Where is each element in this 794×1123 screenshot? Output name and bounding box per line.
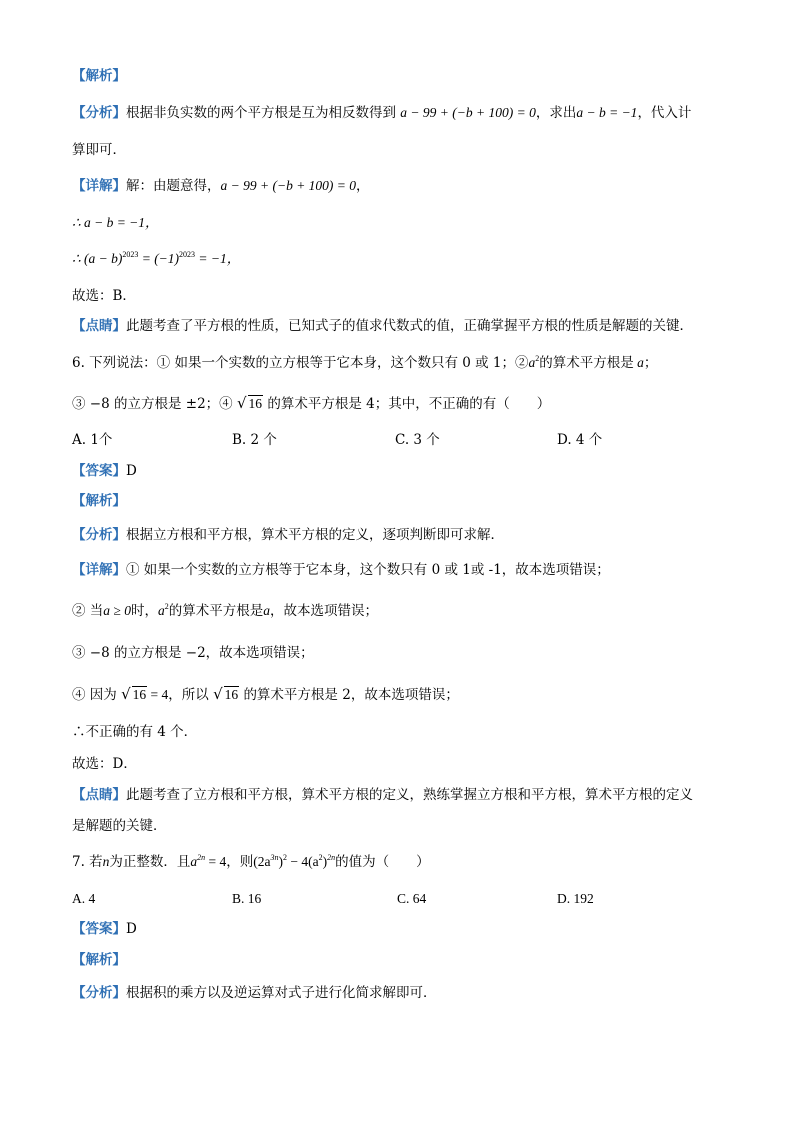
xiangjie-line-1	[72, 176, 370, 196]
radicand: 16	[248, 396, 263, 411]
exponent: 3n	[270, 853, 279, 862]
dianjing-text: 此题考查了平方根的性质，已知式子的值求代数式的值，正确掌握平方根的性质是解题的关键．	[126, 318, 693, 334]
q7-answer	[72, 919, 137, 939]
option-a: A. 1个	[72, 432, 113, 448]
tag-daan: 【答案】	[72, 921, 126, 937]
q6-text: 的算术平方根是 4；其中，不正确的有（ ）	[267, 396, 551, 412]
option-c: C. 64	[397, 891, 427, 906]
q6-answer	[72, 461, 137, 481]
answer-value: D	[126, 463, 137, 479]
detail-text: = 4，所以	[147, 687, 209, 702]
fenxi-text: 算即可．	[72, 142, 126, 158]
expression: )	[322, 854, 328, 869]
exponent: 2	[318, 853, 323, 862]
equation: a − b = −1	[576, 105, 638, 120]
expression: )	[278, 854, 284, 869]
q6-text: ③ −8 的立方根是 ±2；④	[72, 396, 233, 412]
q6-dianjing-1	[72, 785, 693, 805]
exponent: 2n	[197, 853, 206, 862]
q6-text: 6. 下列说法：① 如果一个实数的立方根等于它本身，这个数只有 0 或 1；②	[72, 355, 529, 371]
q6-fenxi	[72, 525, 504, 545]
tag-jiexi: 【解析】	[72, 493, 126, 509]
sqrt-symbol: √	[121, 685, 131, 703]
expression: − 4(a	[287, 854, 319, 869]
option-b: B. 2 个	[232, 432, 277, 448]
fenxi-line-2	[72, 140, 126, 160]
dianjing-text: 此题考查了立方根和平方根，算术平方根的定义，熟练掌握立方根和平方根，算术平方根的定义	[126, 787, 693, 803]
exponent: 2n	[327, 853, 336, 862]
dianjing-line	[72, 316, 693, 336]
detail-text: ① 如果一个实数的立方根等于它本身，这个数只有 0 或 1或 -1，故本选项错误；	[126, 562, 610, 578]
sqrt-symbol: √	[213, 685, 223, 703]
detail-text: 时，	[130, 603, 158, 619]
radicand: 16	[132, 687, 147, 702]
equation: = (−1)	[138, 251, 180, 266]
equation: = −1，	[195, 251, 241, 266]
q6-detail-2: ② 当a ≥ 0时，$a^2$的算术平方根是a，故本选项错误；	[72, 602, 378, 619]
tag-fenxi: 【分析】	[72, 985, 126, 1001]
exponent: 2	[283, 853, 288, 862]
detail-text: ④ 因为	[72, 687, 117, 703]
option-c: C. 3 个	[395, 432, 440, 448]
tag-daan: 【答案】	[72, 463, 126, 479]
tag-jiexi: 【解析】	[72, 952, 126, 968]
sqrt-symbol: √	[236, 394, 247, 412]
q7-jiexi	[72, 950, 126, 970]
tag-jiexi: 【解析】	[72, 68, 126, 84]
q6-stem-line-2	[72, 393, 550, 414]
fenxi-text: ，求出	[535, 105, 577, 121]
q7-stem: 7. 若n为正整数．且$a^{2n} = 4$，则$(2a^{3n})^2 - 4(a^2)^{2n}$的值为（ ）	[72, 853, 430, 870]
q6-detail-1	[72, 560, 610, 580]
q6-jiexi	[72, 491, 126, 511]
xiangjie-text: 解：由题意得，	[126, 178, 221, 194]
fenxi-line-1	[72, 103, 691, 123]
detail-text: ，故本选项错误；	[269, 603, 378, 619]
q6-choice: 故选：D．	[72, 756, 137, 772]
tag-fenxi: 【分析】	[72, 527, 126, 543]
detail-text: 的算术平方根是 2，故本选项错误；	[243, 687, 459, 703]
q6-text: 的算术平方根是	[539, 355, 634, 371]
q6-detail-4	[72, 684, 459, 705]
q7-text: 7. 若	[72, 854, 103, 870]
detail-text: ② 当	[72, 603, 104, 619]
section-jiexi-1	[72, 66, 126, 86]
fenxi-text: ，代入计	[637, 105, 692, 121]
exponent: 2023	[122, 250, 139, 259]
step-1: ∴ a − b = −1，	[72, 215, 159, 230]
fenxi-text: 根据立方根和平方根，算术平方根的定义，逐项判断即可求解．	[126, 527, 504, 543]
fenxi-text: 根据非负实数的两个平方根是互为相反数得到	[126, 105, 396, 121]
q6-conclusion: ∴不正确的有 4 个．	[72, 724, 198, 740]
exponent: 2	[535, 354, 540, 363]
tag-dianjing: 【点睛】	[72, 787, 126, 803]
equation: ∴ (a − b)	[72, 251, 123, 266]
equation: a − 99 + (−b + 100) = 0	[400, 105, 536, 120]
condition: a ≥ 0	[103, 603, 131, 618]
q6-text: ；	[643, 355, 658, 371]
equation: a − 99 + (−b + 100) = 0	[220, 178, 357, 193]
q6-stem-line-1: 6. 下列说法：① 如果一个实数的立方根等于它本身，这个数只有 0 或 1；$②a^2$的算术平方根是 a；	[72, 354, 658, 371]
q6-detail-3: ③ −8 的立方根是 −2，故本选项错误；	[72, 645, 314, 661]
option-d: D. 192	[557, 891, 594, 906]
fenxi-text: 根据积的乘方以及逆运算对式子进行化简求解即可．	[126, 985, 437, 1001]
q7-fenxi	[72, 983, 437, 1003]
answer-line: 故选：B．	[72, 288, 136, 304]
q7-text: = 4，则	[205, 854, 254, 869]
tag-fenxi: 【分析】	[72, 105, 126, 121]
variable: n	[102, 854, 110, 869]
tag-xiangjie: 【详解】	[72, 562, 126, 578]
tag-xiangjie: 【详解】	[72, 178, 126, 194]
option-b: B. 16	[232, 891, 262, 906]
q7-text: 的值为（ ）	[335, 854, 430, 870]
detail-text: 的算术平方根是	[168, 603, 264, 619]
q7-text: 为正整数．且	[109, 854, 191, 870]
radicand: 16	[224, 687, 239, 702]
option-a: A. 4	[72, 891, 96, 906]
tag-dianjing: 【点睛】	[72, 318, 126, 334]
punctuation: ，	[356, 178, 370, 194]
exponent: 2023	[179, 250, 196, 259]
answer-value: D	[126, 921, 137, 937]
step-2	[72, 249, 240, 269]
exponent: 2	[164, 602, 169, 611]
expression: (2a	[253, 854, 271, 869]
q6-dianjing-2: 是解题的关键．	[72, 818, 167, 834]
option-d: D. 4 个	[557, 432, 603, 448]
